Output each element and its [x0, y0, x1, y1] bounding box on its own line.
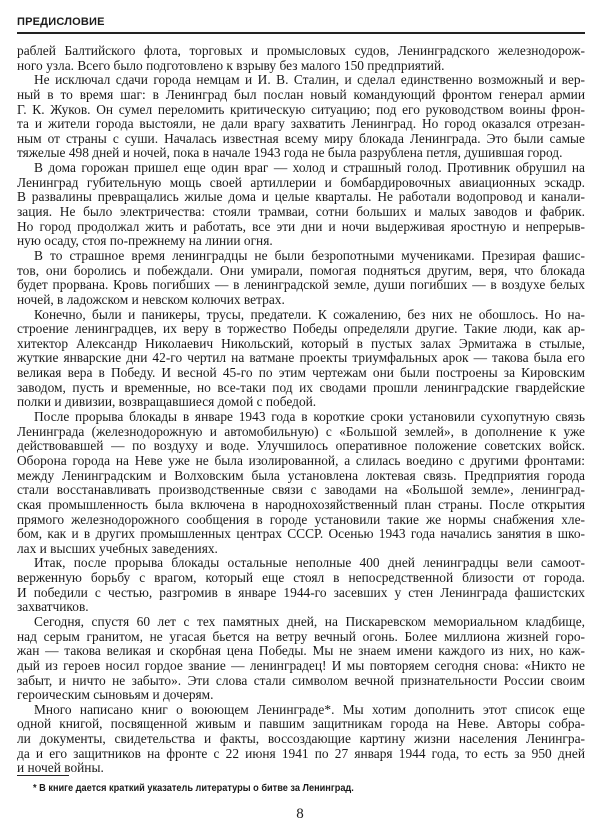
text-line: тов, они боролись и побеждали. Они умирали, помогая подняться другим, веря, что блокада [17, 262, 585, 278]
text-line: лах и высших учебных заведениях. [17, 540, 218, 556]
text-line: стали восстанавливать производственные связи с заводами на «Большой земле», ленинград- [17, 482, 585, 498]
text-line: зация. Не было электричества: стояли трамваи, сотни больших и малых заводов и фабрик. [17, 204, 585, 220]
text-line: будет прорвана. Кровь погибших — в ленинградской земле, души погибших — в воздухе белых [17, 277, 585, 293]
text-line: Не исключал сдачи города немцам и И. В. Сталин, и сделал единственно возможный и вер- [34, 72, 585, 88]
text-line: ный в то время шаг: в Ленинград был послан новый командующий фронтом генерал армии [17, 86, 585, 102]
text-line: Ленинграда (железнодорожную и автомобильную) с «Большой землей», в дополнение к уже [17, 423, 585, 439]
text-line: бом, как и в других промышленных центрах СССР. Осенью 1943 года начались занятия в шко- [17, 526, 585, 542]
text-line: строение ленинградцев, их веру в торжество Победы определяли другие. Такие люди, как ар- [17, 321, 585, 337]
header-rule [17, 32, 585, 34]
text-line: героическим сыновьям и дочерям. [17, 687, 214, 703]
text-line: Сегодня, спустя 60 лет с тех памятных дней, на Пискаревском мемориальном кладбище, [34, 613, 585, 629]
text-line: Итак, после прорыва блокады остальные неполные 400 дней ленинградцы вели самоот- [34, 555, 585, 571]
text-line: действовавшей — по воздуху и воде. Улучшилось оперативное положение советских войск. [17, 438, 585, 454]
text-line: В то страшное время ленинградцы не были безропотными мучениками. Презирая фашис- [34, 247, 585, 263]
text-line: одной книгой, посвященной живым и павшим защитникам города на Неве. Авторы собра- [17, 716, 585, 732]
paragraph [17, 249, 585, 308]
text-line: жуткие январские дни 42-го чертил на ватмане проекты триумфальных арок — такова была его [17, 350, 585, 366]
paragraph [17, 615, 585, 703]
text-line: ную осаду, стоя по-прежнему на линии огня. [17, 233, 273, 249]
text-line: над серым гранитом, не угасая бьется на ветру вечный огонь. Более миллиона жизней горо- [17, 628, 585, 644]
text-line: ного узла. Всего было подготовлено к взрыву без малого 150 предприятий. [17, 57, 445, 73]
text-line: ли документы, свидетельства и факты, воссоздающие картину жизни населения Ленингра- [17, 731, 585, 747]
text-line: Ленинград губительную мощь своей артиллерии и бомбардировочных авиационных эскадр. [17, 174, 585, 190]
paragraph [17, 161, 585, 249]
text-line: раблей Балтийского флота, торговых и промысловых судов, Ленинградского железнодорож- [17, 43, 585, 58]
text-line: великая вера в Победу. И весной 45-го по этим чертежам они были построены за Кировским [17, 365, 585, 381]
text-line: И победили с честью, разгромив в январе 1944-го засевших у стен Ленинграда фашистских [17, 584, 585, 600]
footnote: * В книге дается краткий указатель литературы о битве за Ленинград. [33, 783, 354, 794]
text-line: тяжелые 498 дней и ночей, пока в начале 1943 года не была разрублена петля, душившая город. [17, 145, 563, 161]
text-line: полки и дивизии, возвращавшиеся домой с победой. [17, 394, 317, 410]
text-line: Г. К. Жуков. Он сумел переломить критическую ситуацию; под его руководством воины фрон- [17, 101, 585, 117]
text-line: ская промышленность была включена в народнохозяйственный план страны. После открытия [17, 496, 585, 512]
text-line: Оборона города на Неве уже не была изолированной, а слилась воедино с другими фронтами: [17, 452, 585, 468]
page-number: 8 [296, 806, 304, 822]
text-line: заводом, пусть и временные, но все-таки под их сводами прошли ленинградские гвардейские [17, 379, 585, 395]
paragraph [17, 556, 585, 615]
text-line: Конечно, были и паникеры, трусы, предатели. К сожалению, без них не обошлось. Но на- [34, 306, 585, 322]
text-line: да и его защитников на фронте с 22 июня 1941 по 27 января 1944 года, то есть за 950 дней [17, 745, 585, 761]
text-line: ным от страны с суши. Началась известная всему миру блокада Ленинграда. Это были самые [17, 130, 585, 146]
paragraph [17, 410, 585, 556]
paragraph [17, 73, 585, 161]
text-line: верженную борьбу с врагом, который еще стоял в непосредственной близости от города. [17, 570, 585, 586]
body-text [17, 44, 585, 776]
paragraph [17, 703, 585, 776]
text-line: После прорыва блокады в январе 1943 года в короткие сроки установили сухопутную связь [34, 409, 585, 425]
text-line: В дома горожан пришел еще один враг — холод и страшный голод. Противник обрушил на [34, 160, 585, 176]
paragraph [17, 308, 585, 410]
text-line: дый из героев носил гордое звание — ленинградец! И мы повторяем сегодня снова: «Никто не [17, 657, 585, 673]
text-line: захватчиков. [17, 599, 89, 615]
text-line: прямого железнодорожного сообщения в городе установили такие же нормы снабжения хле- [17, 511, 585, 527]
text-line: и ночей войны. [17, 760, 104, 776]
running-header: ПРЕДИСЛОВИЕ [17, 16, 105, 28]
text-line: В развалины превращались жилые дома и целые кварталы. Не работали водопровод и канали- [17, 189, 585, 205]
text-line: жан — такова великая и скорбная цена Победы. Мы не знаем имени каждого из них, но каж- [17, 643, 585, 659]
text-line: ночей, в ладожском и невском колючих ветрах. [17, 291, 285, 307]
text-line: хитектор Александр Николаевич Никольский, который в пустых залах Эрмитажа в стылые, [17, 335, 585, 351]
text-line: забыт, и ничто не забыто». Эти слова стали символом вечной признательности России своим [17, 672, 585, 688]
text-line: между Ленинградским и Волховским была установлена локтевая связь. Предприятия города [17, 467, 585, 483]
paragraph [17, 44, 585, 73]
text-line: та и жители города выстояли, не дали врагу захватить Ленинград. Но город оказался отрезан- [17, 116, 585, 132]
text-line: Но город продолжал жить и работать, все эти дни и ночи выдерживая яростную и непрерыв- [17, 218, 585, 234]
text-line: Много написано книг о воюющем Ленинграде*. Мы хотим дополнить этот список еще [34, 701, 585, 717]
footnote-rule [17, 775, 69, 776]
